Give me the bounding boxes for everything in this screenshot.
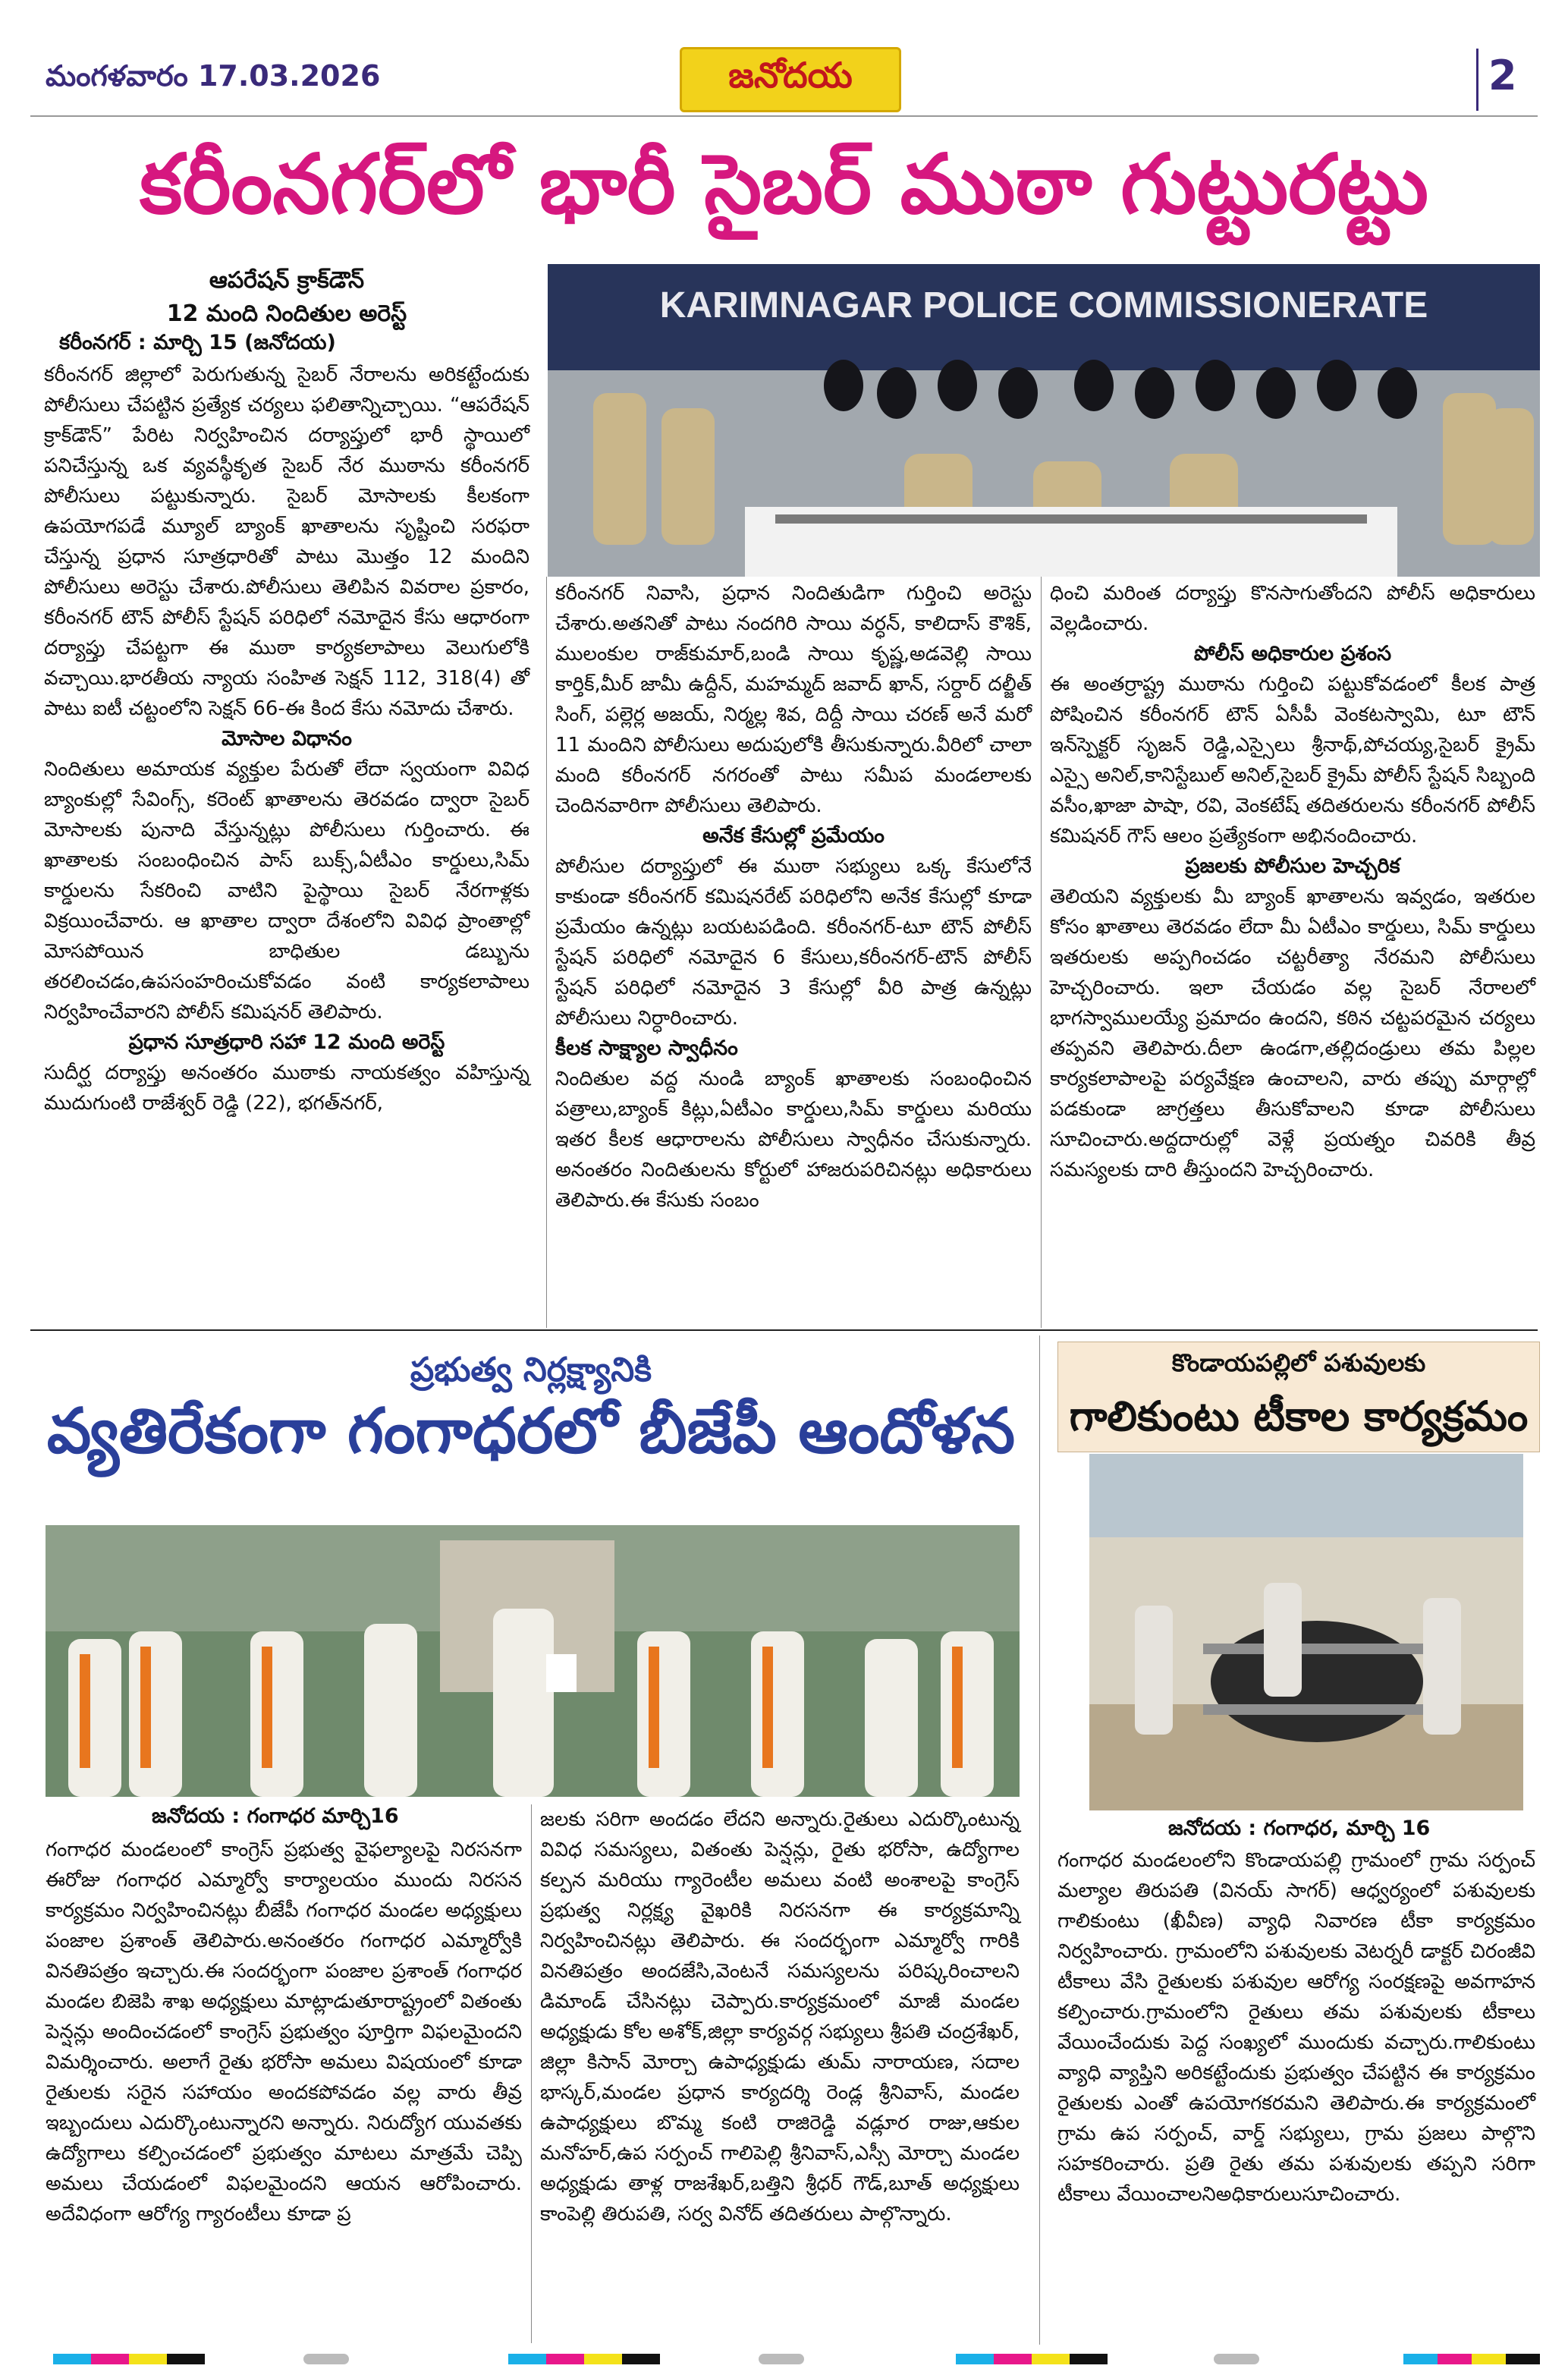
page-number: 2 [1488, 52, 1517, 99]
cattle-headline: గాలికుంటు టీకాల కార్యక్రమం [1069, 1392, 1529, 1440]
main-paragraph: ఈ అంతర్రాష్ట్ర ముఠాను గుర్తించి పట్టుకోవడంలో కీలక పాత్ర పోషించిన కరీంనగర్ టౌన్ ఏసీపీ వెంకటస్వామి, టూ టౌన్ ఇన్‌స్పెక్టర్ సృజన్ రెడ్డి,ఎస్సైలు శ్రీనాథ్,పోచయ్య,సైబర్ క్రైమ్ ఎస్సై అనిల్,కానిస్టేబుల్ అనిల్,సైబర్ క్రైమ్ పోలీస్ స్టేషన్ సిబ్బంది వసీం,ఖాజా పాషా, రవి, వెంకటేష్ తదితరులను కరీంనగర్ పోలీస్ కమిషనర్ గౌస్ ఆలం ప్రత్యేకంగా అభినందించారు. [1050, 673, 1535, 848]
cattle-vaccination-photo [1089, 1454, 1523, 1810]
column-divider [546, 577, 547, 1328]
bjp-column-1: గంగాధర మండలంలో కాంగ్రెస్ ప్రభుత్వ వైఫల్యాలపై నిరసనగా ఈరోజు గంగాధర ఎమ్మార్వో కార్యాలయం ముందు నిరసన కార్యక్రమం నిర్వహించినట్లు బీజేపీ గంగాధర మండల అధ్యక్షులు పంజాల ప్రశాంత్ తెలిపారు.అనంతరం గంగాధర ఎమ్మార్వోకి వినతిపత్రం ఇచ్చారు.ఈ సందర్భంగా పంజాల ప్రశాంత్ గంగాధర మండల బిజెపి శాఖ అధ్యక్షులు మాట్లాడుతూరాష్ట్రంలో వితంతు పెన్షన్లు అందించడంలో కాంగ్రెస్ ప్రభుత్వం పూర్తిగా విఫలమైందని విమర్శించారు. అలాగే రైతు భరోసా అమలు విషయంలో కూడా రైతులకు సరైన సహాయం అందకపోవడం వల్ల వారు తీవ్ర ఇబ్బందులు ఎదుర్కొంటున్నారని అన్నారు. నిరుద్యోగ యువతకు ఉద్యోగాలు కల్పించడంలో ప్రభుత్వం మాటలు మాత్రమే చెప్పి అమలు చేయడంలో విఫలమైందని ఆయన ఆరోపించారు. అదేవిధంగా ఆరోగ్య గ్యారంటీలు కూడా ప్ర [46, 1839, 522, 2226]
main-story-column-3 [1050, 578, 1535, 1185]
cattle-kicker: కొండాయపల్లిలో పశువులకు [1171, 1348, 1426, 1377]
header-divider [1476, 49, 1478, 111]
photo-banner-text: KARIMNAGAR POLICE COMMISSIONERATE [659, 285, 1428, 326]
masthead-logo[interactable]: జనోదయ [680, 47, 901, 112]
cattle-dateline: జనోదయ : గంగాధర, మార్చి 16 [1168, 1817, 1431, 1840]
main-kicker-arrests: 12 మంది నిందితుల అరెస్ట్ [166, 300, 407, 327]
main-paragraph: పోలీసుల దర్యాప్తులో ఈ ముఠా సభ్యులు ఒక్క కేసులోనే కాకుండా కరీంనగర్ కమిషనరేట్ పరిధిలోని అనేక కేసుల్లో కూడా ప్రమేయం ఉన్నట్లు బయటపడింది. కరీంనగర్-టూ టౌన్ పోలీస్ స్టేషన్ పరిధిలో నమోదైన 6 కేసులు,కరీంనగర్-టౌన్ పోలీస్ స్టేషన్ పరిధిలో నమోదైన 3 కేసుల్లో వీరి పాత్ర ఉన్నట్లు పోలీసులు నిర్ధారించారు. [555, 855, 1032, 1030]
main-story-column-2 [555, 578, 1032, 1216]
bjp-subheadline: ప్రభుత్వ నిర్లక్ష్యానికి [410, 1351, 652, 1389]
police-press-meet-photo [548, 264, 1540, 577]
main-subheading: కీలక సాక్ష్యాల స్వాధీనం [555, 1037, 738, 1060]
bjp-protest-photo [46, 1525, 1020, 1797]
color-registration-strip [956, 2354, 1108, 2364]
column-divider [1041, 577, 1042, 1328]
police-photo-illustration [548, 264, 1540, 577]
main-paragraph: నిందితుల వద్ద నుండి బ్యాంక్ ఖాతాలకు సంబంధించిన పత్రాలు,బ్యాంక్ కిట్లు,ఏటీఎం కార్డులు,సిమ్ కార్డులు మరియు ఇతర కీలక ఆధారాలను పోలీసులు స్వాధీనం చేసుకున్నారు. అనంతరం నిందితులను కోర్టులో హాజరుపరిచినట్లు అధికారులు తెలిపారు.ఈ కేసుకు సంబం [555, 1068, 1032, 1212]
registration-mark [759, 2354, 804, 2364]
main-headline: కరీంనగర్‌లో భారీ సైబర్ ముఠా గుట్టురట్టు [140, 137, 1428, 232]
color-registration-strip [1403, 2354, 1540, 2364]
cattle-body: గంగాధర మండలంలోని కొండాయపల్లి గ్రామంలో గ్రామ సర్పంచ్ మల్యాల తిరుపతి (వినయ్ సాగర్) ఆధ్వర్యంలో పశువులకు గాలికుంటు (ఖీవీణ) వ్యాధి నివారణ టీకా కార్యక్రమం నిర్వహించారు. గ్రామంలోని పశువులకు వెటర్నరీ డాక్టర్ చిరంజీవి టీకాలు వేసి రైతులకు పశువుల ఆరోగ్య సంరక్షణపై అవగాహన కల్పించారు.గ్రామంలోని రైతులు తమ పశువులకు టీకాలు వేయించేందుకు పెద్ద సంఖ్యలో ముందుకు వచ్చారు.గాలికుంటు వ్యాధి వ్యాప్తిని అరికట్టేందుకు ప్రభుత్వం చేపట్టిన ఈ కార్యక్రమం రైతులకు ఎంతో ఉపయోగకరమని తెలిపారు.ఈ కార్యక్రమంలో గ్రామ ఉప సర్పంచ్, వార్డ్ సభ్యులు, గ్రామ ప్రజలు పాల్గొని సహకరించారు. ప్రతి రైతు తమ పశువులకు తప్పని సరిగా టీకాలు వేయించాలనిఅధికారులుసూచించారు. [1057, 1849, 1535, 2206]
registration-mark [303, 2354, 349, 2364]
column-divider [531, 1804, 532, 2343]
bjp-headline: వ్యతిరేకంగా గంగాధరలో బీజేపీ ఆందోళన [46, 1395, 1016, 1467]
column-divider [1039, 1335, 1040, 2345]
main-paragraph: సుదీర్ఘ దర్యాప్తు అనంతరం ముఠాకు నాయకత్వం వహిస్తున్న ముదుగుంటి రాజేశ్వర్ రెడ్డి (22), భగత్‌నగర్, [44, 1062, 529, 1115]
main-kicker-operation: ఆపరేషన్ క్రాక్‌డౌన్ [209, 267, 365, 294]
color-registration-strip [53, 2354, 205, 2364]
main-paragraph: నిందితులు అమాయక వ్యక్తుల పేరుతో లేదా స్వయంగా వివిధ బ్యాంకుల్లో సేవింగ్స్, కరెంట్ ఖాతాలను తెరవడం ద్వారా సైబర్ మోసాలకు పునాది వేస్తున్నట్లు పోలీసులు గుర్తించారు. ఈ ఖాతాలకు సంబంధించిన పాస్ బుక్స్,ఏటీఎం కార్డులు,సిమ్ కార్డులను సేకరించి వాటిని పైస్థాయి సైబర్ నేరగాళ్లకు విక్రయించేవారు. ఆ ఖాతాల ద్వారా దేశంలోని వివిధ ప్రాంతాల్లో మోసపోయిన బాధితుల డబ్బును తరలించడం,ఉపసంహరించుకోవడం వంటి కార్యకలాపాలు నిర్వహించేవారని పోలీస్ కమిషనర్ తెలిపారు. [44, 758, 529, 1024]
bjp-column-2: జలకు సరిగా అందడం లేదని అన్నారు.రైతులు ఎదుర్కొంటున్న వివిధ సమస్యలు, వితంతు పెన్షన్లు, రైతు భరోసా, ఉద్యోగాల కల్పన మరియు గ్యారెంటీల అమలు వంటి అంశాలపై కాంగ్రెస్ ప్రభుత్వ నిర్లక్ష్య వైఖరికి నిరసనగా ఈ కార్యక్రమాన్ని నిర్వహించినట్లు తెలిపారు. ఈ సందర్భంగా ఎమ్మార్వో గారికి వినతిపత్రం అందజేసి,వెంటనే సమస్యలను పరిష్కరించాలని డిమాండ్ చేసినట్లు చెప్పారు.కార్యక్రమంలో మాజీ మండల అధ్యక్షుడు కోల అశోక్,జిల్లా కార్యవర్గ సభ్యులు శ్రీపతి చంద్రశేఖర్, జిల్లా కిసాన్ మోర్చా ఉపాధ్యక్షుడు తుమ్ నారాయణ, సదాల భాస్కర్,మండల ప్రధాన కార్యదర్శి రెండ్ల శ్రీనివాస్, మండల ఉపాధ్యక్షులు బొమ్మ కంటి రాజిరెడ్డి వడ్లూర రాజు,ఆకుల మనోహర్,ఉప సర్పంచ్ గాలిపెల్లి శ్రీనివాస్,ఎస్సీ మోర్చా మండల అధ్యక్షుడు తాళ్ల రాజశేఖర్,బత్తిని శ్రీధర్ గౌడ్,బూత్ అధ్యక్షులు కాంపెల్లి తిరుపతి, సర్వ వినోద్ తదితరులు పాల్గొన్నారు. [540, 1808, 1020, 2226]
color-registration-strip [508, 2354, 660, 2364]
bjp-dateline: జనోదయ : గంగాధర మార్చి16 [152, 1804, 399, 1828]
main-subheading: పోలీస్ అధికారుల ప్రశంస [1193, 642, 1392, 665]
bjp-photo-illustration [46, 1525, 1020, 1797]
cattle-header-box [1057, 1342, 1540, 1452]
main-paragraph: కరీంనగర్ నివాసి, ప్రధాన నిందితుడిగా గుర్తించి అరెస్టు చేశారు.అతనితో పాటు నందగిరి సాయి వర్ధన్, కాలిదాస్ కౌశిక్, ములంకుల రాజ్‌కుమార్,బండి సాయి కృష్ణ,అడవెల్లి సాయి కార్తిక్,మీర్ జామీ ఉద్దీన్, మహమ్మద్ జవాద్ ఖాన్, సర్దార్ దల్జీత్ సింగ్, పల్లెర్ల అజయ్, నిర్మల్ల శివ, దిద్దీ సాయి చరణ్ అనే మరో 11 మందిని పోలీసులు అదుపులోకి తీసుకున్నారు.వీరిలో చాలా మంది కరీంనగర్ నగరంతో పాటు సమీప మండలాలకు చెందినవారిగా పోలీసులు తెలిపారు. [555, 582, 1032, 817]
main-paragraph: తెలియని వ్యక్తులకు మీ బ్యాంక్ ఖాతాలను ఇవ్వడం, ఇతరుల కోసం ఖాతాలు తెరవడం లేదా మీ ఏటీఎం కార్డులు, సిమ్ కార్డులు ఇతరులకు అప్పగించడం చట్టరీత్యా నేరమని పోలీసులు హెచ్చరించారు. ఇలా చేయడం వల్ల సైబర్ నేరాలలో భాగస్వాములయ్యే ప్రమాదం ఉందని, కఠిన చట్టపరమైన చర్యలు తప్పవని తెలిపారు.దీలా ఉండగా,తల్లిదండ్రులు తమ పిల్లల కార్యకలాపాలపై పర్యవేక్షణ ఉంచాలని, వారు తప్పు మార్గాల్లో పడకుండా జాగ్రత్తలు తీసుకోవాలని కూడా పోలీసులు సూచించారు.అద్దదారుల్లో వెళ్లే ప్రయత్నం చివరికి తీవ్ర సమస్యలకు దారి తీస్తుందని హెచ్చరించారు. [1050, 886, 1535, 1181]
section-rule [30, 1329, 1538, 1331]
header-rule [30, 115, 1538, 117]
issue-date: మంగళవారం 17.03.2026 [46, 59, 381, 93]
main-paragraph: కరీంనగర్ జిల్లాలో పెరుగుతున్న సైబర్ నేరాలను అరికట్టేందుకు పోలీసులు చేపట్టిన ప్రత్యేక చర్యలు ఫలితాన్నిచ్చాయి. “ఆపరేషన్ క్రాక్‌డౌన్” పేరిట నిర్వహించిన దర్యాప్తులో భారీ స్థాయిలో పనిచేస్తున్న ఒక వ్యవస్థీకృత సైబర్ నేర ముఠాను కరీంనగర్ పోలీసులు పట్టుకున్నారు. సైబర్ మోసాలకు కీలకంగా ఉపయోగపడే మ్యూల్ బ్యాంక్ ఖాతాలను సృష్టించి సరఫరా చేస్తున్న ప్రధాన సూత్రధారితో పాటు మొత్తం 12 మందిని పోలీసులు అరెస్టు చేశారు.పోలీసులు తెలిపిన వివరాల ప్రకారం, కరీంనగర్ టౌన్ పోలీస్ స్టేషన్ పరిధిలో నమోదైన కేసు ఆధారంగా దర్యాప్తు చేపట్టగా ఈ ముఠా కార్యకలాపాలు వెలుగులోకి వచ్చాయి.భారతీయ న్యాయ సంహిత సెక్షన్ 112, 318(4) తో పాటు ఐటీ చట్టంలోని సెక్షన్ 66-ఈ కింద కేసు నమోదు చేశారు. [44, 363, 529, 720]
main-paragraph: ధించి మరింత దర్యాప్తు కొనసాగుతోందని పోలీస్ అధికారులు వెల్లడించారు. [1050, 582, 1535, 635]
cattle-photo-illustration [1089, 1454, 1523, 1810]
registration-mark [1214, 2354, 1259, 2364]
main-subheading: ప్రజలకు పోలీసుల హెచ్చరిక [1185, 854, 1400, 878]
main-subheading: ప్రధాన సూత్రధారి సహా 12 మంది అరెస్ట్ [128, 1030, 445, 1054]
main-story-column-1 [44, 264, 529, 1118]
main-dateline: కరీంనగర్ : మార్చి 15 (జనోదయ) [59, 331, 336, 354]
main-subheading: అనేక కేసుల్లో ప్రమేయం [702, 824, 885, 848]
main-subheading: మోసాల విధానం [222, 727, 352, 750]
